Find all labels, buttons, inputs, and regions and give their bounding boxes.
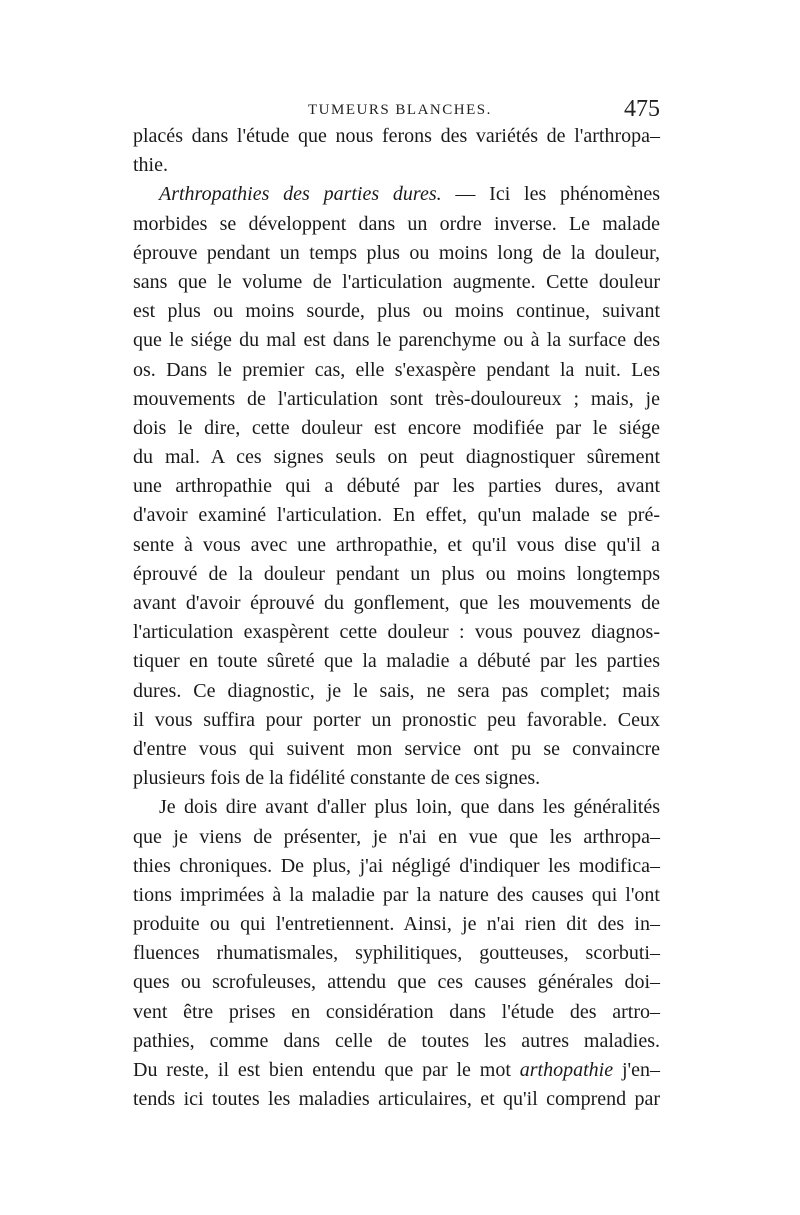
text-line: ques ou scrofuleuses, attendu que ces causes générales doi– bbox=[133, 971, 660, 994]
text-line: Je dois dire avant d'aller plus loin, que dans les généralités bbox=[159, 796, 660, 819]
text-run: j'en– bbox=[613, 1059, 660, 1081]
text-line: produite ou qui l'entretiennent. Ainsi, je n'ai rien dit des in– bbox=[133, 913, 660, 936]
text-line: que je viens de présenter, je n'ai en vue que les arthropa– bbox=[133, 825, 660, 848]
text-line: l'articulation exaspèrent cette douleur : vous pouvez diagnos- bbox=[133, 621, 660, 644]
page-number: 475 bbox=[624, 96, 660, 122]
text-line: une arthropathie qui a débuté par les parties dures, avant bbox=[133, 475, 660, 498]
text-line: d'avoir examiné l'articulation. En effet, qu'un malade se pré- bbox=[133, 504, 660, 527]
text-line: sans que le volume de l'articulation augmente. Cette douleur bbox=[133, 270, 660, 293]
text-line: thie. bbox=[133, 154, 168, 177]
section-heading-continuation: — Ici les phénomènes bbox=[441, 183, 661, 206]
section-heading: Arthropathies des parties dures. bbox=[159, 183, 442, 206]
text-line: mouvements de l'articulation sont très-douloureux ; mais, je bbox=[133, 387, 660, 410]
text-line: dois le dire, cette douleur est encore modifiée par le siége bbox=[133, 416, 660, 439]
text-line: thies chroniques. De plus, j'ai négligé d'indiquer les modifica– bbox=[133, 854, 660, 877]
text-line: avant d'avoir éprouvé du gonflement, que les mouvements de bbox=[133, 592, 660, 614]
text-line: plusieurs fois de la fidélité constante de ces signes. bbox=[133, 767, 541, 790]
text-line: éprouve pendant un temps plus ou moins long de la douleur, bbox=[133, 241, 660, 264]
text-line: d'entre vous qui suivent mon service ont pu se convaincre bbox=[133, 737, 660, 760]
text-line: pathies, comme dans celle de toutes les autres maladies. bbox=[133, 1029, 660, 1052]
text-line: dures. Ce diagnostic, je le sais, ne sera pas complet; mais bbox=[133, 679, 660, 702]
text-line: est plus ou moins sourde, plus ou moins continue, suivant bbox=[133, 300, 660, 323]
text-line: fluences rhumatismales, syphilitiques, goutteuses, scorbuti– bbox=[133, 942, 660, 965]
text-line: que le siége du mal est dans le parenchyme ou à la surface des bbox=[133, 329, 660, 352]
text-line: il vous suffira pour porter un pronostic peu favorable. Ceux bbox=[133, 708, 660, 731]
text-line: sente à vous avec une arthropathie, et qu'il vous dise qu'il a bbox=[133, 533, 660, 556]
text-line: os. Dans le premier cas, elle s'exaspère pendant la nuit. Les bbox=[133, 358, 660, 381]
text-line: tends ici toutes les maladies articulaires, et qu'il comprend par bbox=[133, 1088, 660, 1111]
body-text bbox=[133, 122, 660, 1114]
text-run: Du reste, il est bien entendu que par le mot bbox=[133, 1059, 520, 1081]
text-line: du mal. A ces signes seuls on peut diagnostiquer sûrement bbox=[133, 446, 660, 469]
running-title: TUMEURS BLANCHES. bbox=[308, 102, 492, 118]
text-line: vent être prises en considération dans l'étude des artro– bbox=[133, 1000, 660, 1023]
text-line-with-italic bbox=[133, 1056, 660, 1085]
text-line: morbides se développent dans un ordre inverse. Le malade bbox=[133, 212, 660, 235]
section-heading-line bbox=[133, 180, 660, 209]
text-line: placés dans l'étude que nous ferons des variétés de l'arthropa– bbox=[133, 125, 660, 147]
text-line: tiquer en toute sûreté que la maladie a débuté par les parties bbox=[133, 650, 660, 673]
text-line: éprouvé de la douleur pendant un plus ou moins longtemps bbox=[133, 562, 660, 585]
text-line: tions imprimées à la maladie par la nature des causes qui l'ont bbox=[133, 883, 660, 906]
italic-term: arthopathie bbox=[519, 1059, 614, 1081]
